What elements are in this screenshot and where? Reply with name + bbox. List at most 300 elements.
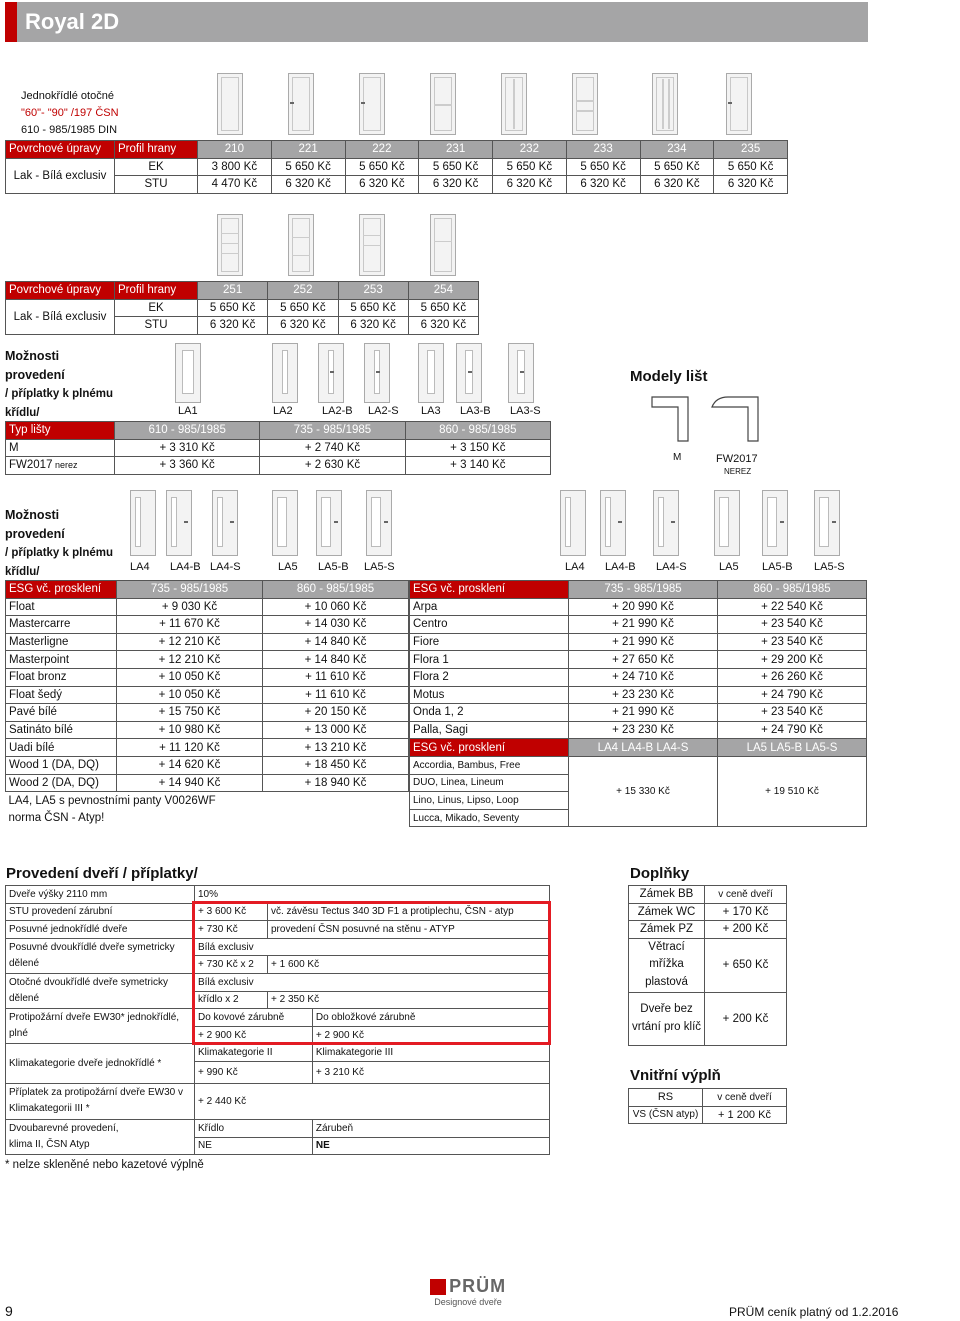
- price-cell: + 19 510 Kč: [718, 756, 867, 826]
- heading-line: Možnosti: [5, 508, 60, 522]
- provedeni-value: Klimakategorie III: [312, 1044, 549, 1062]
- table-row: [6, 633, 409, 651]
- price-cell: 5 650 Kč: [408, 299, 478, 317]
- glass-name: Onda 1, 2: [410, 704, 569, 722]
- option-label: LA2-S: [368, 405, 399, 417]
- glass-models: Accordia, Bambus, Free: [410, 756, 569, 774]
- provedeni-label: [6, 1119, 195, 1154]
- price-table-2: [5, 281, 479, 335]
- door-image: [272, 343, 298, 403]
- price-cell: + 14 620 Kč: [117, 756, 263, 774]
- logo-wordmark: PRÜM: [449, 1276, 507, 1296]
- page-number: 9: [5, 1303, 13, 1319]
- price-cell: 6 320 Kč: [408, 317, 478, 335]
- price-cell: 5 650 Kč: [345, 158, 419, 176]
- provedeni-value: + 730 Kč x 2: [195, 956, 268, 974]
- title-accent: [5, 2, 17, 42]
- price-cell: + 13 000 Kč: [263, 721, 409, 739]
- door-image: [175, 343, 201, 403]
- provedeni-value: + 3 210 Kč: [312, 1061, 549, 1083]
- door-image: [508, 343, 534, 403]
- option-label: LA4-S: [210, 561, 241, 573]
- price-cell: 6 320 Kč: [640, 176, 714, 194]
- provedeni-value: Bílá exclusiv: [195, 973, 550, 991]
- vypln-label: VS (ČSN atyp): [629, 1106, 703, 1124]
- doplnek-label: [629, 992, 705, 1045]
- door-image: [418, 343, 444, 403]
- price-cell: + 15 750 Kč: [117, 704, 263, 722]
- glass-name: Motus: [410, 686, 569, 704]
- model-cell: 231: [419, 141, 493, 159]
- glass-name: Pavé bílé: [6, 704, 117, 722]
- price-cell: + 22 540 Kč: [718, 598, 867, 616]
- door-image: [359, 214, 385, 276]
- price-cell: + 29 200 Kč: [718, 651, 867, 669]
- model-cell: 222: [345, 141, 419, 159]
- page-title: Royal 2D: [25, 9, 120, 34]
- label-line: Posuvné dvoukřídlé dveře symetricky: [9, 941, 175, 953]
- option-label: LA5-S: [364, 561, 395, 573]
- lista-nerez-label: NEREZ: [724, 467, 752, 476]
- price-cell: 5 650 Kč: [198, 299, 268, 317]
- label-line: Příplatek za protipožární dveře EW30 v: [9, 1087, 183, 1099]
- provedeni-value: Do obložkové zárubně: [312, 1009, 549, 1027]
- surface-label: Lak - Bílá exclusiv: [6, 299, 115, 334]
- table-row: [6, 598, 409, 616]
- price-cell: + 14 940 Kč: [117, 774, 263, 792]
- esg-table-left: [5, 580, 409, 827]
- provedeni-value: + 730 Kč: [195, 921, 268, 939]
- lista-profiles-icon: [650, 393, 780, 445]
- lista-fw-label: FW2017: [716, 453, 758, 465]
- provedeni-value: + 2 900 Kč: [195, 1026, 313, 1044]
- table-row: [410, 633, 867, 651]
- provedeni-value: Do kovové zárubně: [195, 1009, 313, 1027]
- price-cell: 5 650 Kč: [268, 299, 338, 317]
- price-cell: 6 320 Kč: [714, 176, 788, 194]
- door-image: [318, 343, 344, 403]
- range-cell: 735 - 985/1985: [117, 581, 263, 599]
- header-cell: Povrchové úpravy: [6, 141, 115, 159]
- price-cell: + 21 990 Kč: [569, 704, 718, 722]
- glass-models: Lino, Linus, Lipso, Loop: [410, 792, 569, 810]
- price-cell: + 18 450 Kč: [263, 756, 409, 774]
- header-cell: ESG vč. prosklení: [410, 739, 569, 757]
- table-row: [410, 651, 867, 669]
- price-cell: 3 800 Kč: [198, 158, 272, 176]
- intro-line: "60"- "90" /197 ČSN: [21, 107, 119, 119]
- provedeni-value: + 990 Kč: [195, 1061, 313, 1083]
- price-cell: 6 320 Kč: [338, 317, 408, 335]
- intro-line: 610 - 985/1985 DIN: [21, 124, 118, 136]
- heading-line: křídlu/: [5, 566, 40, 578]
- option-label: LA5-B: [762, 561, 793, 573]
- intro-text: [21, 88, 119, 139]
- door-image: [212, 490, 238, 556]
- price-cell: 5 650 Kč: [493, 158, 567, 176]
- label-line: Dveře bez: [640, 1002, 693, 1015]
- glass-name: Palla, Sagi: [410, 721, 569, 739]
- provedeni-value: + 2 350 Kč: [268, 991, 550, 1009]
- option-label: LA5-B: [318, 561, 349, 573]
- price-cell: 5 650 Kč: [714, 158, 788, 176]
- option-label: LA4-B: [605, 561, 636, 573]
- price-cell: 6 320 Kč: [493, 176, 567, 194]
- price-cell: + 21 990 Kč: [569, 616, 718, 634]
- provedeni-label: STU provedení zárubní: [6, 903, 195, 921]
- price-cell: + 23 540 Kč: [718, 633, 867, 651]
- label-line: dělené: [9, 993, 40, 1005]
- model-cell: 210: [198, 141, 272, 159]
- label-line: Protipožární dveře EW30* jednokřídlé,: [9, 1012, 180, 1024]
- option-label: LA4: [565, 561, 585, 573]
- doplnky-heading: Doplňky: [630, 865, 690, 882]
- price-cell: + 10 050 Kč: [117, 668, 263, 686]
- price-cell: 5 650 Kč: [640, 158, 714, 176]
- price-cell: + 11 120 Kč: [117, 739, 263, 757]
- vypln-label: RS: [629, 1089, 703, 1107]
- price-cell: + 11 610 Kč: [263, 668, 409, 686]
- footer-validity: PRÜM ceník platný od 1.2.2016: [729, 1305, 899, 1319]
- header-cell: ESG vč. prosklení: [410, 581, 569, 599]
- price-cell: + 14 840 Kč: [263, 633, 409, 651]
- price-cell: + 11 610 Kč: [263, 686, 409, 704]
- option-label: LA5: [719, 561, 739, 573]
- highlight-box: [192, 901, 551, 1045]
- price-cell: + 14 840 Kč: [263, 651, 409, 669]
- door-image: [217, 214, 243, 276]
- price-cell: + 15 330 Kč: [569, 756, 718, 826]
- heading-line: křídlu/: [5, 407, 40, 419]
- table-row: [6, 774, 409, 792]
- provedeni-note: * nelze skleněné nebo kazetové výplně: [5, 1159, 204, 1171]
- table-row: [6, 651, 409, 669]
- provedeni-value: + 2 900 Kč: [312, 1026, 549, 1044]
- options-heading-1: [5, 347, 113, 423]
- price-cell: + 3 360 Kč: [115, 457, 260, 475]
- header-cell: ESG vč. prosklení: [6, 581, 117, 599]
- heading-line: provedení: [5, 368, 65, 382]
- price-cell: + 26 260 Kč: [718, 668, 867, 686]
- price-cell: + 13 210 Kč: [263, 739, 409, 757]
- table-row: [410, 686, 867, 704]
- doplnek-price: + 650 Kč: [705, 938, 787, 992]
- option-label: LA3-S: [510, 405, 541, 417]
- provedeni-value: + 3 600 Kč: [195, 903, 268, 921]
- price-cell: 6 320 Kč: [268, 317, 338, 335]
- glass-name: Masterpoint: [6, 651, 117, 669]
- glass-models: DUO, Linea, Lineum: [410, 774, 569, 792]
- table-row: [6, 739, 409, 757]
- table-row: [410, 668, 867, 686]
- price-cell: + 20 990 Kč: [569, 598, 718, 616]
- label-line: Otočné dvoukřídlé dveře symetricky: [9, 977, 168, 989]
- model-cell: 233: [566, 141, 640, 159]
- price-cell: + 23 230 Kč: [569, 721, 718, 739]
- table-row: [410, 721, 867, 739]
- profile-cell: STU: [115, 176, 198, 194]
- model-cell: 221: [271, 141, 345, 159]
- glass-name: Wood 2 (DA, DQ): [6, 774, 117, 792]
- door-image: [430, 73, 456, 135]
- price-cell: + 23 540 Kč: [718, 704, 867, 722]
- price-cell: 6 320 Kč: [345, 176, 419, 194]
- price-cell: 5 650 Kč: [271, 158, 345, 176]
- price-cell: + 18 940 Kč: [263, 774, 409, 792]
- esg-note: LA4, LA5 s pevnostními panty V0026WF: [8, 794, 216, 807]
- glass-name: Flora 1: [410, 651, 569, 669]
- table-row: [6, 704, 409, 722]
- heading-line: provedení: [5, 527, 65, 541]
- lista-type-name: FW2017: [9, 459, 53, 472]
- price-cell: + 10 980 Kč: [117, 721, 263, 739]
- label-line: klima II, ČSN Atyp: [9, 1139, 90, 1151]
- vypln-heading: Vnitřní výplň: [630, 1067, 721, 1084]
- price-cell: + 24 790 Kč: [718, 721, 867, 739]
- provedeni-value: provedení ČSN posuvné na stěnu - ATYP: [268, 921, 550, 939]
- provedeni-value: Bílá exclusiv: [195, 938, 550, 956]
- glass-name: Satináto bílé: [6, 721, 117, 739]
- door-image: [814, 490, 840, 556]
- option-label: LA3: [421, 405, 441, 417]
- provedeni-value: NE: [195, 1137, 313, 1155]
- options-heading-2: [5, 506, 113, 582]
- model-cell: 232: [493, 141, 567, 159]
- lista-type: M: [6, 439, 115, 457]
- provedeni-value: vč. závěsu Tectus 340 3D F1 a protiplechu, ČSN - atyp: [268, 903, 550, 921]
- option-label: LA2-B: [322, 405, 353, 417]
- price-table-1: [5, 140, 788, 194]
- price-cell: + 3 140 Kč: [405, 457, 550, 475]
- price-cell: + 12 210 Kč: [117, 633, 263, 651]
- door-image: [288, 73, 314, 135]
- glass-name: Flora 2: [410, 668, 569, 686]
- glass-models: Lucca, Mikado, Seventy: [410, 809, 569, 827]
- doplnek-label: Zámek BB: [629, 886, 705, 904]
- door-image: [272, 490, 298, 556]
- model-cell: 252: [268, 282, 338, 300]
- header-cell: Profil hrany: [115, 141, 198, 159]
- provedeni-heading: Provedení dveří / příplatky/: [6, 865, 198, 882]
- provedeni-value: + 1 600 Kč: [268, 956, 550, 974]
- glass-name: Arpa: [410, 598, 569, 616]
- price-cell: 4 470 Kč: [198, 176, 272, 194]
- intro-line: Jednokřídlé otočné: [21, 90, 114, 102]
- door-image: [364, 343, 390, 403]
- price-cell: + 9 030 Kč: [117, 598, 263, 616]
- glass-name: Uadi bílé: [6, 739, 117, 757]
- price-cell: + 23 230 Kč: [569, 686, 718, 704]
- profile-cell: STU: [115, 317, 198, 335]
- option-label: LA4-B: [170, 561, 201, 573]
- door-image: [560, 490, 586, 556]
- price-cell: + 24 710 Kč: [569, 668, 718, 686]
- glass-name: Float šedý: [6, 686, 117, 704]
- provedeni-value: Klimakategorie II: [195, 1044, 313, 1062]
- doplnek-price: + 200 Kč: [705, 992, 787, 1045]
- option-label: LA1: [178, 405, 198, 417]
- door-image: [430, 214, 456, 276]
- provedeni-value: křídlo x 2: [195, 991, 268, 1009]
- provedeni-value: Zárubeň: [312, 1119, 549, 1137]
- label-line: Dvoubarevné provedení,: [9, 1123, 119, 1135]
- table-row: [6, 668, 409, 686]
- model-cell: 235: [714, 141, 788, 159]
- price-cell: 5 650 Kč: [566, 158, 640, 176]
- glass-name: Fiore: [410, 633, 569, 651]
- door-image: [166, 490, 192, 556]
- option-label: LA2: [273, 405, 293, 417]
- price-cell: + 23 540 Kč: [718, 616, 867, 634]
- door-image: [366, 490, 392, 556]
- label-line: dělené: [9, 957, 40, 969]
- door-image: [456, 343, 482, 403]
- vypln-price: + 1 200 Kč: [703, 1106, 787, 1124]
- table-row: [410, 598, 867, 616]
- glass-name: Wood 1 (DA, DQ): [6, 756, 117, 774]
- price-cell: + 14 030 Kč: [263, 616, 409, 634]
- price-cell: + 10 060 Kč: [263, 598, 409, 616]
- esg-note: norma ČSN - Atyp!: [8, 812, 105, 825]
- door-image: [714, 490, 740, 556]
- range-cell: 860 - 985/1985: [405, 422, 550, 440]
- doplnek-price: v ceně dveří: [705, 886, 787, 904]
- option-label: LA3-B: [460, 405, 491, 417]
- model-cell: 251: [198, 282, 268, 300]
- price-cell: + 24 790 Kč: [718, 686, 867, 704]
- range-cell: 860 - 985/1985: [263, 581, 409, 599]
- option-label: LA4-S: [656, 561, 687, 573]
- door-image: [652, 73, 678, 135]
- price-cell: + 10 050 Kč: [117, 686, 263, 704]
- price-cell: + 11 670 Kč: [117, 616, 263, 634]
- doplnky-table: [628, 885, 787, 1046]
- esg-table-right: [409, 580, 867, 827]
- provedeni-label: [6, 1009, 195, 1044]
- door-image: [217, 73, 243, 135]
- provedeni-value: + 2 440 Kč: [195, 1083, 550, 1119]
- model-cell: 253: [338, 282, 408, 300]
- range-cell: 735 - 985/1985: [260, 422, 405, 440]
- lista-price-table: [5, 421, 551, 475]
- range-cell: 610 - 985/1985: [115, 422, 260, 440]
- vypln-price: v ceně dveří: [703, 1089, 787, 1107]
- provedeni-label: [6, 1083, 195, 1119]
- surface-label: Lak - Bílá exclusiv: [6, 158, 115, 193]
- option-label: LA5: [278, 561, 298, 573]
- option-label: LA5-S: [814, 561, 845, 573]
- table-row: [6, 616, 409, 634]
- heading-line: / příplatky k plnému: [5, 388, 113, 400]
- provedeni-label: [6, 973, 195, 1008]
- price-cell: + 3 150 Kč: [405, 439, 550, 457]
- vypln-table: [628, 1088, 787, 1124]
- label-line: Větrací: [648, 940, 685, 953]
- door-image: [130, 490, 156, 556]
- price-cell: + 27 650 Kč: [569, 651, 718, 669]
- doplnek-price: + 170 Kč: [705, 903, 787, 921]
- logo-mark-icon: [430, 1279, 446, 1295]
- header-cell: LA4 LA4-B LA4-S: [569, 739, 718, 757]
- provedeni-label: Dveře výšky 2110 mm: [6, 886, 195, 904]
- lista-type-sub: nerez: [52, 460, 78, 471]
- logo-tagline: Designové dveře: [434, 1297, 502, 1307]
- door-image: [762, 490, 788, 556]
- model-cell: 254: [408, 282, 478, 300]
- table-row: [410, 704, 867, 722]
- price-cell: 5 650 Kč: [338, 299, 408, 317]
- door-image: [501, 73, 527, 135]
- table-row: [6, 721, 409, 739]
- header-cell: Povrchové úpravy: [6, 282, 115, 300]
- header-cell: Profil hrany: [115, 282, 198, 300]
- provedeni-value: Křídlo: [195, 1119, 313, 1137]
- price-cell: + 2 630 Kč: [260, 457, 405, 475]
- lista-type: [6, 457, 115, 475]
- option-label: LA4: [130, 561, 150, 573]
- label-line: vrtání pro klíč: [632, 1020, 702, 1033]
- brand-logo: [430, 1276, 506, 1307]
- profile-cell: EK: [115, 158, 198, 176]
- modely-list-heading: Modely lišt: [630, 368, 708, 385]
- door-image: [572, 73, 598, 135]
- glass-name: Centro: [410, 616, 569, 634]
- price-cell: + 3 310 Kč: [115, 439, 260, 457]
- provedeni-label: Posuvné jednokřídlé dveře: [6, 921, 195, 939]
- door-image: [359, 73, 385, 135]
- provedeni-value: NE: [312, 1137, 549, 1155]
- table-row: [6, 686, 409, 704]
- heading-line: / příplatky k plnému: [5, 547, 113, 559]
- price-cell: 6 320 Kč: [271, 176, 345, 194]
- provedeni-label: Klimakategorie dveře jednokřídlé *: [6, 1044, 195, 1084]
- glass-name: Mastercarre: [6, 616, 117, 634]
- table-row: [410, 616, 867, 634]
- table-row: [6, 756, 409, 774]
- door-image: [316, 490, 342, 556]
- title-bar: [5, 2, 868, 42]
- provedeni-label: [6, 938, 195, 973]
- label-line: plastová: [645, 975, 688, 988]
- glass-name: Masterligne: [6, 633, 117, 651]
- price-cell: 5 650 Kč: [419, 158, 493, 176]
- price-cell: 6 320 Kč: [566, 176, 640, 194]
- glass-name: Float bronz: [6, 668, 117, 686]
- doplnek-label: [629, 938, 705, 992]
- header-cell: LA5 LA5-B LA5-S: [718, 739, 867, 757]
- price-cell: + 12 210 Kč: [117, 651, 263, 669]
- price-cell: 6 320 Kč: [419, 176, 493, 194]
- heading-line: Možnosti: [5, 349, 60, 363]
- door-image: [726, 73, 752, 135]
- glass-name: Float: [6, 598, 117, 616]
- door-image: [653, 490, 679, 556]
- price-cell: + 21 990 Kč: [569, 633, 718, 651]
- lista-m-label: M: [673, 452, 682, 463]
- price-cell: + 2 740 Kč: [260, 439, 405, 457]
- door-image: [600, 490, 626, 556]
- model-cell: 234: [640, 141, 714, 159]
- header-cell: Typ lišty: [6, 422, 115, 440]
- profile-cell: EK: [115, 299, 198, 317]
- range-cell: 735 - 985/1985: [569, 581, 718, 599]
- label-line: plné: [9, 1028, 28, 1040]
- doplnek-label: Zámek WC: [629, 903, 705, 921]
- label-line: mřížka: [649, 958, 684, 971]
- provedeni-value: 10%: [195, 886, 550, 904]
- doplnek-price: + 200 Kč: [705, 921, 787, 939]
- door-image: [288, 214, 314, 276]
